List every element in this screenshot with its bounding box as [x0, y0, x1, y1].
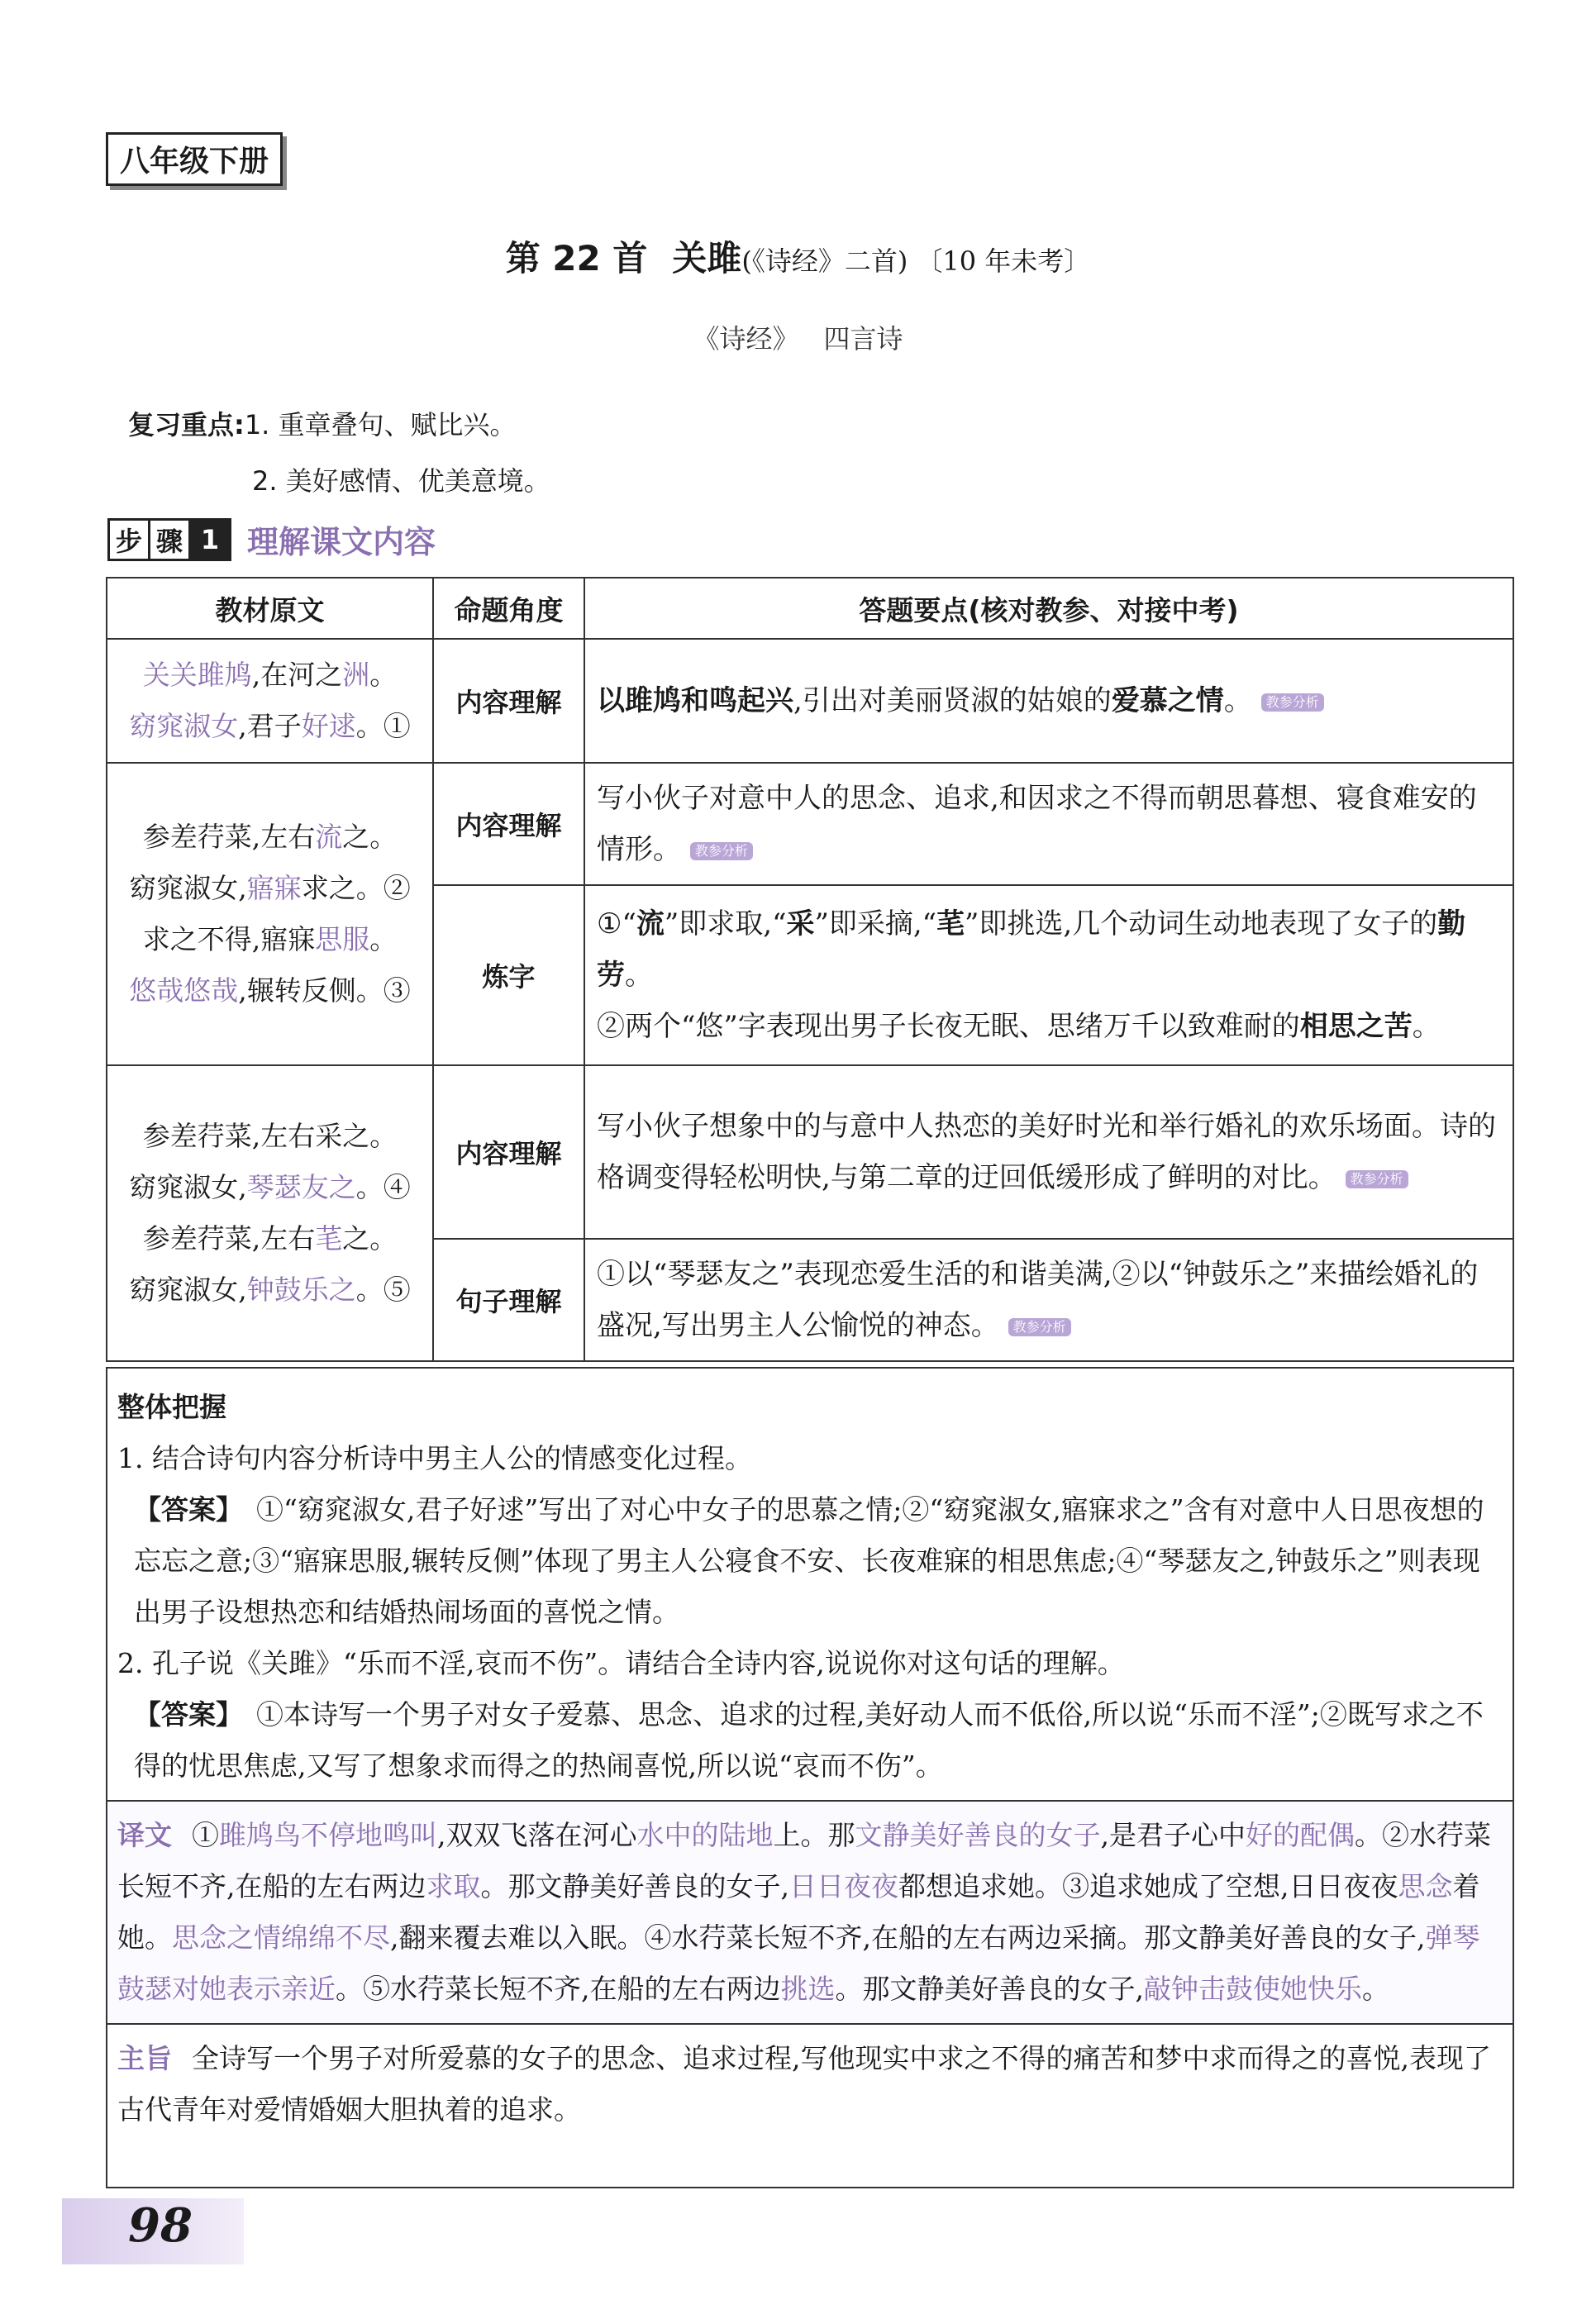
text: 着她。 [117, 1870, 1480, 1954]
original-text-1 [107, 639, 433, 763]
text: ,双双飞落在河心 [437, 1819, 637, 1851]
teacher-analysis-tag: 教参分析 [1346, 1170, 1408, 1188]
text: 。① [355, 710, 411, 742]
overall-heading: 整体把握 [117, 1391, 226, 1423]
step-char-2: 骤 [148, 518, 191, 561]
answer-label: 【答案】 [134, 1698, 243, 1731]
text: 窈窕淑女, [129, 1274, 247, 1306]
angle-cell: 炼字 [433, 885, 584, 1065]
text: 。 [625, 959, 653, 992]
table-row [107, 1065, 1513, 1239]
review-focus [128, 397, 550, 509]
text-highlight: 求取 [426, 1870, 481, 1902]
text-bold: 以雎鸠和鸣起兴 [597, 684, 793, 717]
text-highlight: 雎鸠鸟不停地鸣叫 [219, 1819, 437, 1851]
text: 。那文静美好善良的女子, [480, 1870, 789, 1902]
review-label: 复习重点: [128, 409, 245, 440]
answer-1 [117, 1484, 1503, 1638]
text: 。 [1412, 1010, 1441, 1043]
text-highlight: 悠哉悠哉 [129, 974, 239, 1007]
answer-2 [117, 1689, 1503, 1792]
answer-text: ①“窈窕淑女,君子好逑”写出了对心中女子的思慕之情;②“窈窕淑女,寤寐求之”含有对意中人日思夜想的忘忘之意;③“寤寐思服,辗转反侧”体现了男主人公寝食不安、长夜难寐的相思焦虑;④“琴瑟友之,钟鼓乐之”则表现出男子设想热恋和结婚热闹场面的喜悦之情。 [134, 1493, 1484, 1628]
text: 上。那 [773, 1819, 855, 1851]
text: 求之。② [301, 872, 411, 904]
header-angle: 命题角度 [433, 578, 584, 639]
text-highlight: 思服 [315, 923, 370, 955]
text: 。 [369, 923, 398, 955]
text: 。④ [355, 1171, 411, 1203]
angle-cell: 内容理解 [433, 763, 584, 885]
poem-number: 第 22 首 [505, 238, 648, 279]
teacher-analysis-tag: 教参分析 [1261, 693, 1324, 712]
text: 。 [369, 659, 398, 691]
question-1: 1. 结合诗句内容分析诗中男主人公的情感变化过程。 [117, 1442, 752, 1474]
text-bold: 采 [786, 907, 815, 940]
page-title [0, 231, 1596, 281]
page-number: 98 [128, 2198, 193, 2253]
text: 参差荇菜,左右 [142, 1222, 316, 1255]
step-heading [107, 517, 436, 562]
table-row [107, 763, 1513, 885]
text-highlight: 芼 [315, 1222, 343, 1255]
text-highlight: 水中的陆地 [636, 1819, 774, 1851]
text: 参差荇菜,左右 [142, 821, 316, 853]
review-point-2: 2. 美好感情、优美意境。 [252, 465, 550, 497]
text: 参差荇菜,左右采之。 [142, 1120, 398, 1152]
step-title: 理解课文内容 [247, 524, 436, 560]
text-highlight: 好逑 [301, 710, 356, 742]
step-char-1: 步 [107, 518, 150, 561]
text-highlight: 思念 [1398, 1870, 1453, 1902]
exam-status: 〔10 年未考〕 [916, 245, 1091, 277]
text-highlight: 洲 [342, 659, 370, 691]
text: 。②水荇菜长短不齐,在船的左右两边 [117, 1819, 1491, 1902]
poem-source: (《诗经》二首) [741, 245, 908, 277]
text: 写小伙子想象中的与意中人热恋的美好时光和举行婚礼的欢乐场面。诗的格调变得轻松明快,与第二章的迂回低缓形成了鲜明的对比。 [597, 1110, 1496, 1194]
text-bold: 流 [636, 907, 665, 940]
answer-cell [584, 639, 1513, 763]
teacher-analysis-tag: 教参分析 [1008, 1318, 1071, 1336]
original-text-3 [107, 1065, 433, 1361]
angle-cell: 内容理解 [433, 639, 584, 763]
text: ①以“琴瑟友之”表现恋爱生活的和谐美满,②以“钟鼓乐之”来描绘婚礼的盛况,写出男主人公愉悦的神态。 [597, 1258, 1479, 1342]
text: ① [192, 1819, 219, 1851]
grade-label: 八年级下册 [106, 132, 283, 186]
text-highlight: 寤寐 [246, 872, 302, 904]
answer-label: 【答案】 [134, 1493, 243, 1526]
text-highlight: 窈窕淑女 [129, 710, 239, 742]
text-bold: 爱慕之情 [1111, 684, 1224, 717]
text-highlight: 敲钟击鼓使她快乐 [1144, 1973, 1362, 2005]
original-text-2 [107, 763, 433, 1065]
analysis-table [106, 577, 1514, 1362]
text-highlight: 文静美好善良的女子 [855, 1819, 1101, 1851]
answer-cell [584, 1239, 1513, 1361]
text: ”即挑选,几个动词生动地表现了女子的 [965, 907, 1438, 940]
text: 。 [1223, 684, 1252, 717]
text: 之。 [342, 1222, 398, 1255]
text: 。那文静美好善良的女子, [835, 1973, 1144, 2005]
text: ②两个“悠”字表现出男子长夜无眠、思绪万千以致难耐的 [597, 1010, 1300, 1043]
teacher-analysis-tag: 教参分析 [690, 842, 753, 860]
table-row [107, 639, 1513, 763]
translation [107, 1800, 1513, 2023]
text-highlight: 好的配偶 [1246, 1819, 1355, 1851]
subtitle [0, 318, 1596, 356]
answer-text: ①本诗写一个男子对女子爱慕、思念、追求的过程,美好动人而不低俗,所以说“乐而不淫”;②既写求之不得的忧思焦虑,又写了想象求而得之的热闹喜悦,所以说“哀而不伤”。 [134, 1698, 1484, 1782]
step-number: 1 [188, 518, 231, 561]
poem-name: 关雎 [672, 238, 742, 279]
text: 之。 [342, 821, 398, 853]
text: 求之不得,寤寐 [142, 923, 316, 955]
text: 都想追求她。③追求她成了空想,日日夜夜 [898, 1870, 1398, 1902]
text-highlight: 流 [315, 821, 343, 853]
text: 窈窕淑女, [129, 872, 247, 904]
question-2: 2. 孔子说《关雎》“乐而不淫,哀而不伤”。请结合全诗内容,说说你对这句话的理解。 [117, 1647, 1125, 1679]
theme [107, 2023, 1513, 2144]
theme-text: 全诗写一个男子对所爱慕的女子的思念、追求过程,写他现实中求之不得的痛苦和梦中求而得之的喜悦,表现了古代青年对爱情婚姻大胆执着的追求。 [117, 2042, 1491, 2126]
angle-cell: 内容理解 [433, 1065, 584, 1239]
text-highlight: 弹琴鼓瑟对她表示亲近 [117, 1921, 1480, 2005]
header-original: 教材原文 [107, 578, 433, 639]
text: ①“ [597, 907, 636, 940]
poem-form: 四言诗 [823, 323, 903, 355]
header-answer: 答题要点(核对教参、对接中考) [584, 578, 1513, 639]
text: ,辗转反侧。③ [238, 974, 411, 1007]
text: 。⑤ [355, 1274, 411, 1306]
text: ,是君子心中 [1100, 1819, 1246, 1851]
text-highlight: 钟鼓乐之 [246, 1274, 356, 1306]
angle-cell: 句子理解 [433, 1239, 584, 1361]
answer-cell [584, 1065, 1513, 1239]
text-highlight: 琴瑟友之 [246, 1171, 356, 1203]
text-bold: 相思之苦 [1299, 1010, 1413, 1043]
text-highlight: 关关雎鸠 [142, 659, 252, 691]
text: ”即采摘,“ [814, 907, 937, 940]
page-number-badge [62, 2198, 244, 2264]
translation-label: 译文 [117, 1819, 172, 1851]
overall-grasp [107, 1369, 1513, 1792]
text-highlight: 日日夜夜 [789, 1870, 898, 1902]
answer-cell [584, 885, 1513, 1065]
text: ,翻来覆去难以入眠。④水荇菜长短不齐,在船的左右两边采摘。那文静美好善良的女子, [390, 1921, 1426, 1954]
theme-label: 主旨 [117, 2042, 172, 2074]
text: 。 [1362, 1973, 1389, 2005]
text: ,在河之 [251, 659, 343, 691]
text-bold: 芼 [936, 907, 965, 940]
text: ”即求取,“ [664, 907, 787, 940]
text: 写小伙子对意中人的思念、追求,和因求之不得而朝思暮想、寝食难安的情形。 [597, 782, 1477, 866]
text-bold: 勤劳 [597, 907, 1466, 992]
summary-box [106, 1367, 1514, 2188]
text: ,君子 [238, 710, 302, 742]
text: 。⑤水荇菜长短不齐,在船的左右两边 [336, 1973, 781, 2005]
answer-cell [584, 763, 1513, 885]
text-highlight: 挑选 [780, 1973, 836, 2005]
review-point-1: 1. 重章叠句、赋比兴。 [244, 409, 517, 440]
text: 窈窕淑女, [129, 1171, 247, 1203]
text-highlight: 思念之情绵绵不尽 [172, 1921, 390, 1954]
table-header-row [107, 578, 1513, 639]
book-name: 《诗经》 [693, 323, 799, 355]
text: ,引出对美丽贤淑的姑娘的 [793, 684, 1112, 717]
